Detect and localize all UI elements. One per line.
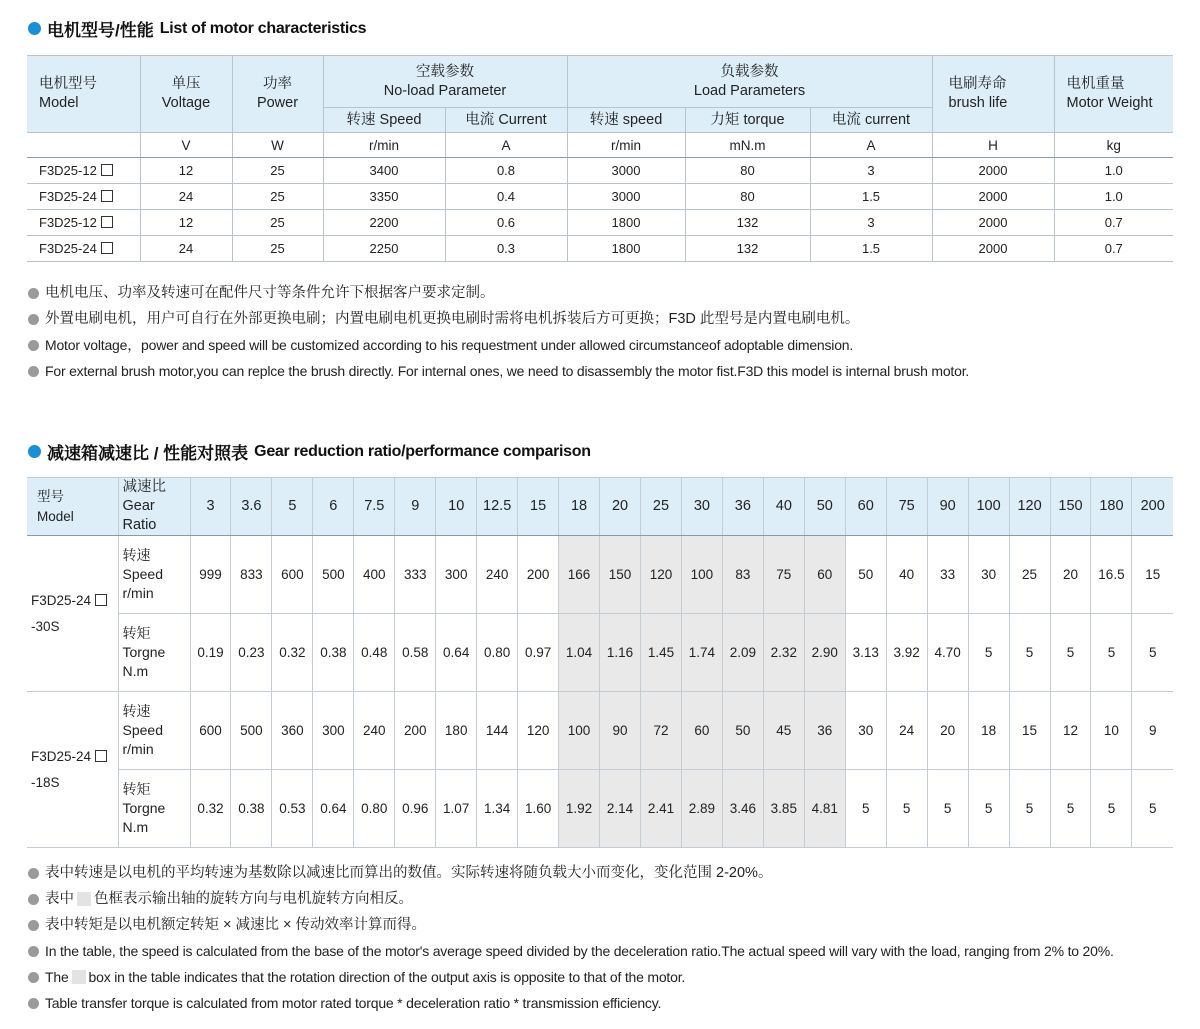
torque-value-cell: 5 (1009, 614, 1050, 692)
speed-value-cell: 20 (1050, 536, 1091, 614)
torque-value-cell: 0.38 (231, 770, 272, 848)
ratio-header-cell: 60 (845, 478, 886, 536)
torque-value-cell: 0.38 (313, 614, 354, 692)
speed-value-cell: 60 (804, 536, 845, 614)
speed-value-cell: 240 (477, 536, 518, 614)
speed-value-cell: 9 (1132, 692, 1173, 770)
speed-value-cell: 24 (886, 692, 927, 770)
torque-value-cell: 0.53 (272, 770, 313, 848)
torque-value-cell: 5 (1091, 614, 1132, 692)
cell: 3000 (567, 184, 685, 210)
checkbox-square-icon (101, 164, 113, 176)
ratio-header-cell: 30 (681, 478, 722, 536)
unit-row (27, 133, 1173, 158)
bullet-dot-icon (28, 920, 39, 931)
unit-cell: A (445, 133, 567, 158)
speed-value-cell: 45 (763, 692, 804, 770)
ratio-header-cell: 120 (1009, 478, 1050, 536)
ratio-header-cell: 5 (272, 478, 313, 536)
torque-value-cell: 4.81 (804, 770, 845, 848)
unit-cell: A (810, 133, 932, 158)
torque-label-cell: 转矩 Torgne N.m (118, 614, 190, 692)
cell: 0.3 (445, 236, 567, 262)
section-title-cn: 电机型号/性能 (47, 21, 154, 40)
header-gear-ratio: 减速比 Gear Ratio (118, 478, 190, 536)
header-noload: 空载参数 No-load Parameter (323, 56, 567, 108)
speed-value-cell: 15 (1132, 536, 1173, 614)
cell: 25 (232, 158, 323, 184)
bullet-dot-icon (28, 22, 41, 35)
checkbox-square-icon (95, 594, 107, 606)
torque-value-cell: 5 (968, 614, 1009, 692)
torque-value-cell: 1.07 (436, 770, 477, 848)
unit-cell: W (232, 133, 323, 158)
notes-motor (28, 280, 969, 384)
speed-value-cell: 500 (231, 692, 272, 770)
speed-value-cell: 333 (395, 536, 436, 614)
torque-value-cell: 1.92 (559, 770, 600, 848)
ratio-header-cell: 75 (886, 478, 927, 536)
header-power: 功率 Power (232, 56, 323, 133)
cell: 80 (685, 184, 810, 210)
torque-value-cell: 0.48 (354, 614, 395, 692)
torque-value-cell: 0.97 (518, 614, 559, 692)
torque-value-cell: 1.74 (681, 614, 722, 692)
torque-value-cell: 0.96 (395, 770, 436, 848)
torque-value-cell: 1.04 (559, 614, 600, 692)
torque-value-cell: 0.80 (477, 614, 518, 692)
header-load-torque: 力矩 torque (685, 108, 810, 133)
ratio-header-cell: 100 (968, 478, 1009, 536)
speed-value-cell: 25 (1009, 536, 1050, 614)
torque-value-cell: 3.85 (763, 770, 804, 848)
table-row (27, 158, 1173, 184)
section-title-cn: 减速箱减速比 / 性能对照表 (47, 444, 249, 463)
bullet-dot-icon (28, 314, 39, 325)
unit-cell: kg (1054, 133, 1173, 158)
shaded-box-icon (77, 892, 91, 906)
cell: 0.4 (445, 184, 567, 210)
speed-value-cell: 30 (968, 536, 1009, 614)
speed-value-cell: 999 (190, 536, 231, 614)
ratio-header-cell: 150 (1050, 478, 1091, 536)
cell: 24 (140, 236, 232, 262)
speed-value-cell: 100 (681, 536, 722, 614)
ratio-header-cell: 10 (436, 478, 477, 536)
torque-value-cell: 3.92 (886, 614, 927, 692)
notes-gear (28, 860, 1114, 1016)
ratio-header-cell: 90 (927, 478, 968, 536)
speed-value-cell: 16.5 (1091, 536, 1132, 614)
ratio-header-cell: 3.6 (231, 478, 272, 536)
cell: 2000 (932, 184, 1054, 210)
note-item: Motor voltage，power and speed will be customized according to his requestment under allowed circumstanceof adoptable dimension. (28, 332, 969, 358)
speed-value-cell: 400 (354, 536, 395, 614)
speed-value-cell: 90 (600, 692, 641, 770)
cell: 12 (140, 210, 232, 236)
cell: 1.0 (1054, 184, 1173, 210)
torque-value-cell: 5 (968, 770, 1009, 848)
speed-label-cell: 转速 Speed r/min (118, 536, 190, 614)
torque-value-cell: 5 (927, 770, 968, 848)
unit-cell: H (932, 133, 1054, 158)
speed-value-cell: 83 (722, 536, 763, 614)
torque-value-cell: 5 (1050, 614, 1091, 692)
gear-model-cell: F3D25-24 -18S (27, 692, 118, 848)
speed-value-cell: 40 (886, 536, 927, 614)
cell: 1.5 (810, 236, 932, 262)
cell: 1.0 (1054, 158, 1173, 184)
cell: 0.7 (1054, 236, 1173, 262)
ratio-header-cell: 40 (763, 478, 804, 536)
ratio-header-cell: 3 (190, 478, 231, 536)
speed-value-cell: 144 (477, 692, 518, 770)
section-title-en: List of motor characteristics (159, 19, 367, 37)
speed-value-cell: 150 (600, 536, 641, 614)
cell: 132 (685, 236, 810, 262)
note-item: 表中 色框表示输出轴的旋转方向与电机旋转方向相反。 (28, 886, 1114, 912)
torque-value-cell: 3.13 (845, 614, 886, 692)
unit-cell: r/min (567, 133, 685, 158)
table-row (27, 184, 1173, 210)
torque-value-cell: 2.14 (600, 770, 641, 848)
cell: 3 (810, 158, 932, 184)
speed-value-cell: 75 (763, 536, 804, 614)
speed-value-cell: 72 (640, 692, 681, 770)
speed-value-cell: 50 (845, 536, 886, 614)
note-item: Table transfer torque is calculated from motor rated torque * deceleration ratio * transmission efficiency. (28, 990, 1114, 1016)
speed-value-cell: 600 (190, 692, 231, 770)
speed-value-cell: 50 (722, 692, 763, 770)
speed-value-cell: 300 (313, 692, 354, 770)
bullet-dot-icon (28, 366, 39, 377)
note-item: 表中转矩是以电机额定转矩 × 减速比 × 传动效率计算而得。 (28, 912, 1114, 938)
gear-model-cell: F3D25-24 -30S (27, 536, 118, 692)
ratio-header-cell: 36 (722, 478, 763, 536)
torque-label-cell: 转矩 Torgne N.m (118, 770, 190, 848)
cell: 25 (232, 236, 323, 262)
cell: 80 (685, 158, 810, 184)
torque-value-cell: 0.64 (436, 614, 477, 692)
unit-cell: r/min (323, 133, 445, 158)
torque-value-cell: 0.64 (313, 770, 354, 848)
ratio-header-cell: 9 (395, 478, 436, 536)
header-motor-weight: 电机重量 Motor Weight (1054, 56, 1173, 133)
header-noload-speed: 转速 Speed (323, 108, 445, 133)
model-cell: F3D25-24 (27, 184, 140, 210)
header-model: 型号 Model (27, 478, 118, 536)
speed-value-cell: 200 (395, 692, 436, 770)
speed-value-cell: 30 (845, 692, 886, 770)
torque-value-cell: 1.45 (640, 614, 681, 692)
torque-value-cell: 5 (1009, 770, 1050, 848)
speed-value-cell: 20 (927, 692, 968, 770)
torque-value-cell: 5 (1050, 770, 1091, 848)
torque-value-cell: 0.32 (272, 614, 313, 692)
cell: 1800 (567, 210, 685, 236)
bullet-dot-icon (28, 998, 39, 1009)
cell: 3350 (323, 184, 445, 210)
speed-value-cell: 833 (231, 536, 272, 614)
speed-label-cell: 转速 Speed r/min (118, 692, 190, 770)
table-row (27, 210, 1173, 236)
speed-value-cell: 120 (640, 536, 681, 614)
ratio-header-cell: 15 (518, 478, 559, 536)
checkbox-square-icon (101, 242, 113, 254)
model-cell: F3D25-24 (27, 236, 140, 262)
torque-value-cell: 1.34 (477, 770, 518, 848)
bullet-dot-icon (28, 868, 39, 879)
torque-value-cell: 0.23 (231, 614, 272, 692)
torque-value-cell: 5 (845, 770, 886, 848)
cell: 2000 (932, 158, 1054, 184)
torque-value-cell: 0.19 (190, 614, 231, 692)
ratio-header-cell: 200 (1132, 478, 1173, 536)
torque-value-cell: 0.58 (395, 614, 436, 692)
torque-value-cell: 5 (1132, 614, 1173, 692)
note-item: For external brush motor,you can replce the brush directly. For internal ones, we need to disassembly the motor fist.F3D this model is internal brush motor. (28, 358, 969, 384)
cell: 3000 (567, 158, 685, 184)
cell: 2000 (932, 210, 1054, 236)
speed-value-cell: 18 (968, 692, 1009, 770)
table-row (27, 236, 1173, 262)
header-voltage: 单压 Voltage (140, 56, 232, 133)
speed-value-cell: 10 (1091, 692, 1132, 770)
torque-value-cell: 5 (1132, 770, 1173, 848)
cell: 3 (810, 210, 932, 236)
cell: 25 (232, 210, 323, 236)
torque-value-cell: 4.70 (927, 614, 968, 692)
header-load-current: 电流 current (810, 108, 932, 133)
unit-cell: mN.m (685, 133, 810, 158)
table-row (27, 614, 1173, 692)
cell: 1.5 (810, 184, 932, 210)
torque-value-cell: 0.32 (190, 770, 231, 848)
ratio-header-cell: 12.5 (477, 478, 518, 536)
torque-value-cell: 2.41 (640, 770, 681, 848)
bullet-dot-icon (28, 972, 39, 983)
cell: 2200 (323, 210, 445, 236)
shaded-box-icon (72, 970, 86, 984)
table-row (27, 770, 1173, 848)
section-title-motor (28, 16, 366, 41)
bullet-dot-icon (28, 445, 41, 458)
bullet-dot-icon (28, 946, 39, 957)
note-item: 外置电刷电机，用户可自行在外部更换电刷；内置电刷电机更换电刷时需将电机拆装后方可更换；F3D 此型号是内置电刷电机。 (28, 306, 969, 332)
unit-cell: V (140, 133, 232, 158)
cell: 132 (685, 210, 810, 236)
speed-value-cell: 500 (313, 536, 354, 614)
speed-value-cell: 360 (272, 692, 313, 770)
ratio-header-cell: 18 (559, 478, 600, 536)
cell: 2000 (932, 236, 1054, 262)
speed-value-cell: 33 (927, 536, 968, 614)
note-item: In the table, the speed is calculated from the base of the motor's average speed divided by the deceleration ratio.The actual speed will vary with the load, ranging from 2% to 20%. (28, 938, 1114, 964)
cell: 24 (140, 184, 232, 210)
ratio-header-cell: 20 (600, 478, 641, 536)
header-noload-current: 电流 Current (445, 108, 567, 133)
speed-value-cell: 600 (272, 536, 313, 614)
torque-value-cell: 2.32 (763, 614, 804, 692)
speed-value-cell: 15 (1009, 692, 1050, 770)
header-load: 负载参数 Load Parameters (567, 56, 932, 108)
speed-value-cell: 180 (436, 692, 477, 770)
speed-value-cell: 200 (518, 536, 559, 614)
header-model: 电机型号 Model (27, 56, 140, 133)
torque-value-cell: 5 (1091, 770, 1132, 848)
section-title-en: Gear reduction ratio/performance comparison (254, 442, 591, 460)
speed-value-cell: 60 (681, 692, 722, 770)
ratio-header-cell: 25 (640, 478, 681, 536)
ratio-header-cell: 6 (313, 478, 354, 536)
torque-value-cell: 5 (886, 770, 927, 848)
torque-value-cell: 2.89 (681, 770, 722, 848)
bullet-dot-icon (28, 894, 39, 905)
speed-value-cell: 100 (559, 692, 600, 770)
gear-header-row (27, 478, 1173, 536)
ratio-header-cell: 180 (1091, 478, 1132, 536)
header-load-speed: 转速 speed (567, 108, 685, 133)
checkbox-square-icon (101, 216, 113, 228)
speed-value-cell: 120 (518, 692, 559, 770)
speed-value-cell: 166 (559, 536, 600, 614)
cell: 1800 (567, 236, 685, 262)
cell: 3400 (323, 158, 445, 184)
table-row (27, 536, 1173, 614)
motor-characteristics-table (27, 55, 1173, 262)
unit-cell (27, 133, 140, 158)
speed-value-cell: 300 (436, 536, 477, 614)
cell: 12 (140, 158, 232, 184)
checkbox-square-icon (101, 190, 113, 202)
speed-value-cell: 36 (804, 692, 845, 770)
torque-value-cell: 2.90 (804, 614, 845, 692)
checkbox-square-icon (95, 750, 107, 762)
cell: 0.7 (1054, 210, 1173, 236)
bullet-dot-icon (28, 288, 39, 299)
table-row (27, 692, 1173, 770)
torque-value-cell: 1.60 (518, 770, 559, 848)
torque-value-cell: 0.80 (354, 770, 395, 848)
cell: 2250 (323, 236, 445, 262)
cell: 0.6 (445, 210, 567, 236)
gear-reduction-table (27, 477, 1173, 848)
note-item: The box in the table indicates that the rotation direction of the output axis is opposite to that of the motor. (28, 964, 1114, 990)
ratio-header-cell: 50 (804, 478, 845, 536)
section-title-gear (28, 439, 591, 464)
note-item: 电机电压、功率及转速可在配件尺寸等条件允许下根据客户要求定制。 (28, 280, 969, 306)
torque-value-cell: 1.16 (600, 614, 641, 692)
cell: 25 (232, 184, 323, 210)
note-item: 表中转速是以电机的平均转速为基数除以减速比而算出的数值。实际转速将随负载大小而变化，变化范围 2-20%。 (28, 860, 1114, 886)
model-cell: F3D25-12 (27, 158, 140, 184)
cell: 0.8 (445, 158, 567, 184)
torque-value-cell: 2.09 (722, 614, 763, 692)
model-cell: F3D25-12 (27, 210, 140, 236)
bullet-dot-icon (28, 340, 39, 351)
speed-value-cell: 240 (354, 692, 395, 770)
torque-value-cell: 3.46 (722, 770, 763, 848)
ratio-header-cell: 7.5 (354, 478, 395, 536)
header-brush-life: 电刷寿命 brush life (932, 56, 1054, 133)
speed-value-cell: 12 (1050, 692, 1091, 770)
